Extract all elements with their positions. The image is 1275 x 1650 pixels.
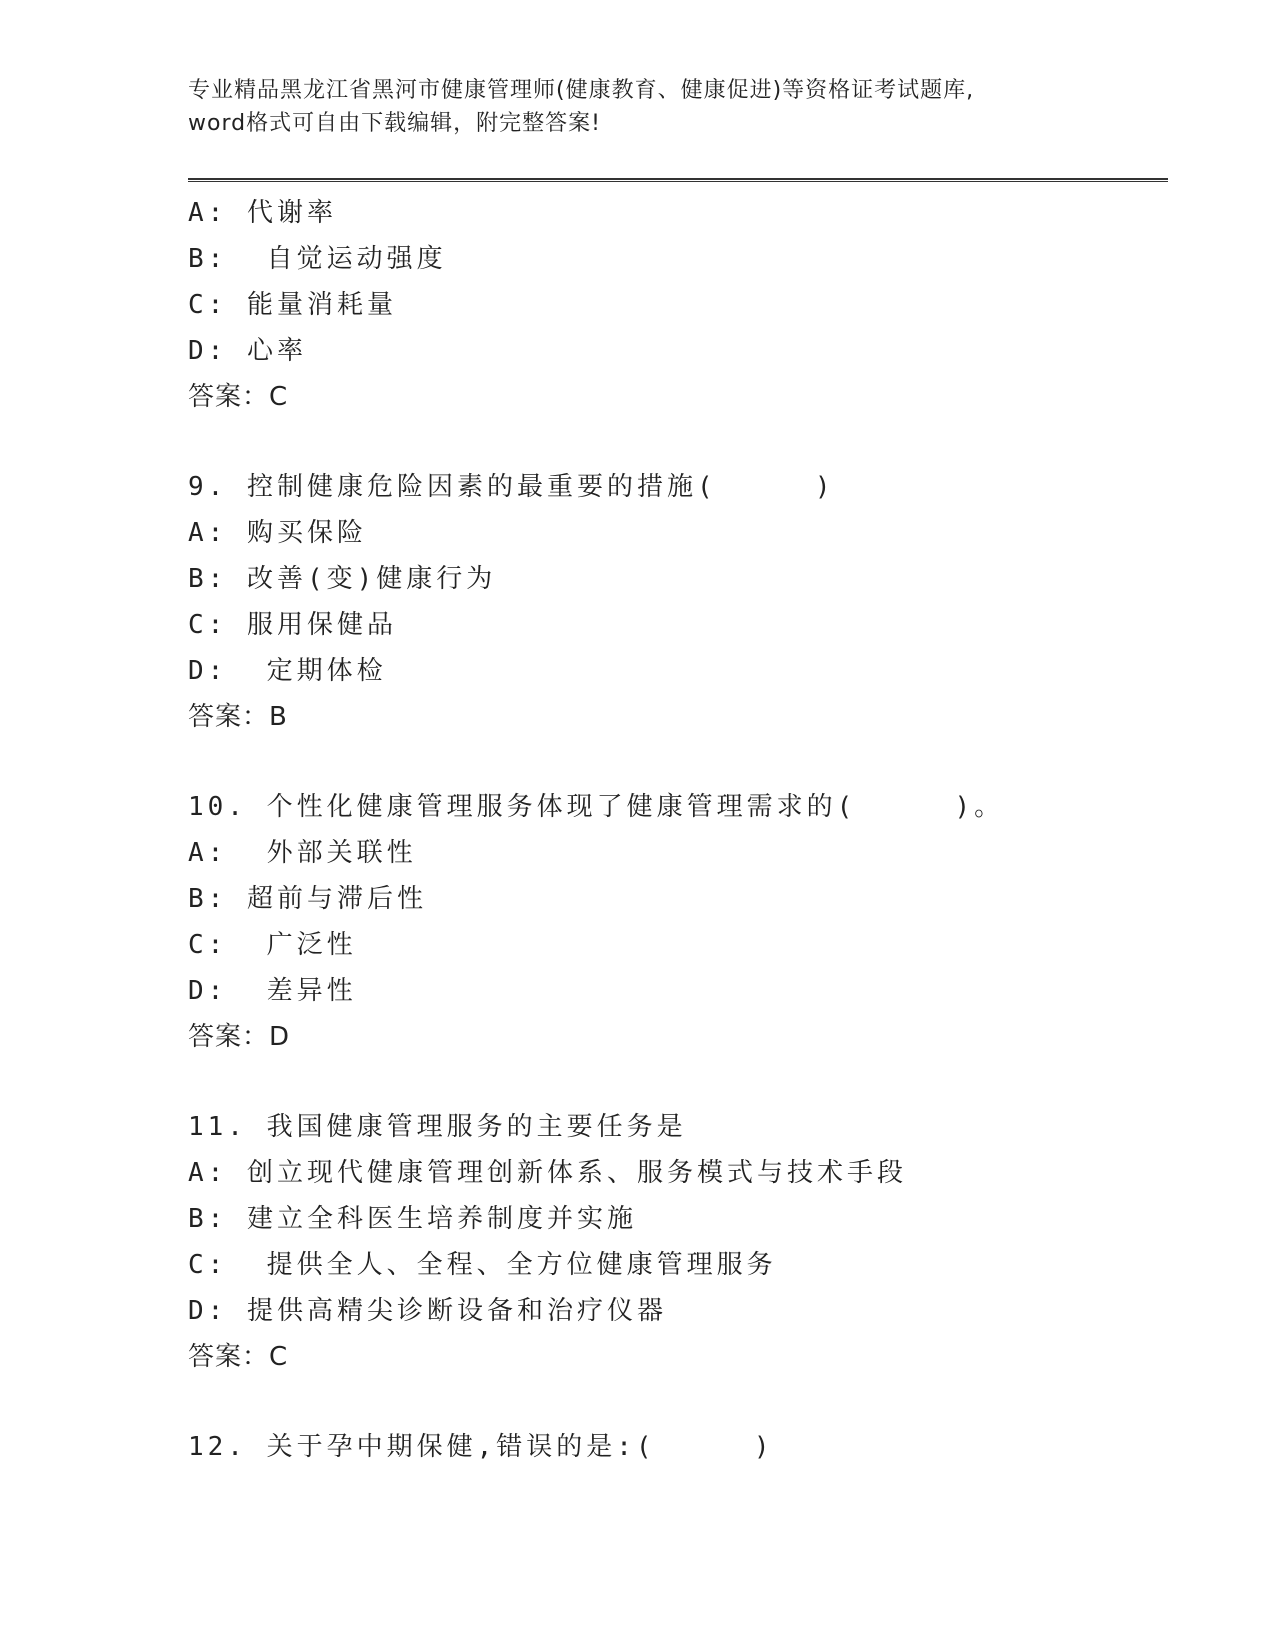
answer-label: 答案：D xyxy=(188,1022,291,1052)
question-8-block xyxy=(188,190,1188,420)
question-9-block xyxy=(188,464,1188,740)
option-b: B: 改善(变)健康行为 xyxy=(188,564,497,594)
header-line-2: word格式可自由下载编辑，附完整答案! xyxy=(188,111,601,136)
option-a: A: 创立现代健康管理创新体系、服务模式与技术手段 xyxy=(188,1158,907,1188)
spacer xyxy=(188,1060,1188,1104)
spacer xyxy=(188,420,1188,464)
option-c: C: 服用保健品 xyxy=(188,610,397,640)
option-d: D: 提供高精尖诊断设备和治疗仪器 xyxy=(188,1296,667,1326)
question-text: 10. 个性化健康管理服务体现了健康管理需求的( )。 xyxy=(188,792,1005,822)
document-header xyxy=(188,74,1168,140)
option-c: C: 广泛性 xyxy=(188,930,357,960)
question-text: 9. 控制健康危险因素的最重要的措施( ) xyxy=(188,472,835,502)
option-d: D: 差异性 xyxy=(188,976,357,1006)
option-a: A: 外部关联性 xyxy=(188,838,417,868)
option-b: B: 建立全科医生培养制度并实施 xyxy=(188,1204,637,1234)
option-a: A: 代谢率 xyxy=(188,198,337,228)
option-d: D: 定期体检 xyxy=(188,656,387,686)
question-list xyxy=(188,190,1188,1470)
option-c: C: 能量消耗量 xyxy=(188,290,397,320)
header-line-1: 专业精品黑龙江省黑河市健康管理师(健康教育、健康促进)等资格证考试题库, xyxy=(188,78,975,103)
spacer xyxy=(188,740,1188,784)
option-c: C: 提供全人、全程、全方位健康管理服务 xyxy=(188,1250,777,1280)
answer-label: 答案：C xyxy=(188,1342,289,1372)
question-11-block xyxy=(188,1104,1188,1380)
question-10-block xyxy=(188,784,1188,1060)
option-d: D: 心率 xyxy=(188,336,307,366)
question-text: 12. 关于孕中期保健,错误的是:( ) xyxy=(188,1432,774,1462)
option-a: A: 购买保险 xyxy=(188,518,367,548)
spacer xyxy=(188,1380,1188,1424)
answer-label: 答案：B xyxy=(188,702,288,732)
header-divider xyxy=(188,178,1168,182)
option-b: B: 超前与滞后性 xyxy=(188,884,427,914)
option-b: B: 自觉运动强度 xyxy=(188,244,447,274)
answer-label: 答案：C xyxy=(188,382,289,412)
question-text: 11. 我国健康管理服务的主要任务是 xyxy=(188,1112,687,1142)
question-12-block xyxy=(188,1424,1188,1470)
